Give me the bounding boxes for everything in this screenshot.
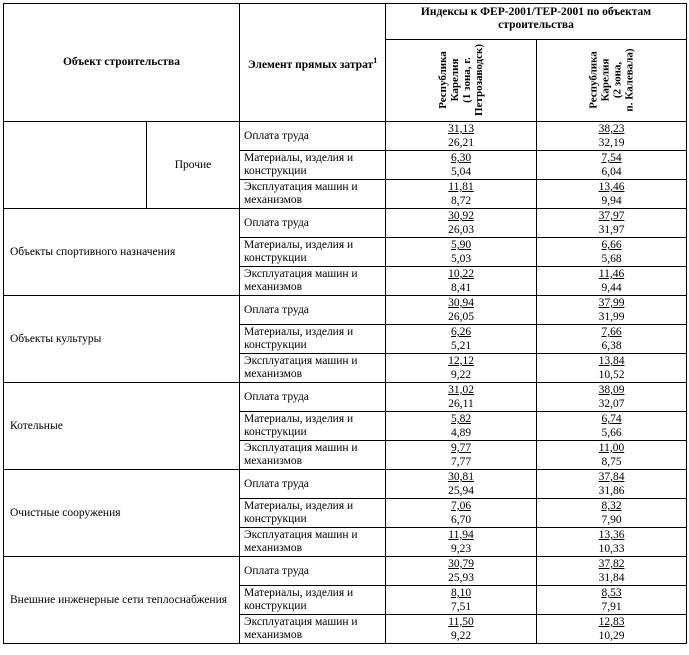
index-cell-petrozavodsk <box>386 296 537 325</box>
index-value-bottom: 26,05 <box>448 311 474 323</box>
index-value-bottom: 8,75 <box>601 456 622 468</box>
index-value-top: 12,12 <box>448 355 474 367</box>
index-cell-kalevala <box>537 151 687 180</box>
index-cell-kalevala <box>537 267 687 296</box>
index-value-top: 6,74 <box>601 413 622 425</box>
index-value-bottom: 5,03 <box>450 253 472 265</box>
sub-object-cell: Прочие <box>147 122 240 209</box>
index-value-top: 8,10 <box>450 587 472 599</box>
index-cell-kalevala <box>537 557 687 586</box>
table-row <box>4 296 687 325</box>
index-cell-kalevala <box>537 180 687 209</box>
index-cell-kalevala <box>537 209 687 238</box>
index-value-top: 6,66 <box>601 239 622 251</box>
index-cell-kalevala <box>537 354 687 383</box>
element-cell: Оплата труда <box>240 296 386 325</box>
index-value-top: 11,50 <box>448 616 474 628</box>
index-value-bottom: 9,22 <box>450 369 472 381</box>
index-value-top: 37,99 <box>598 297 625 309</box>
index-cell-petrozavodsk <box>386 122 537 151</box>
index-value-top: 6,30 <box>450 152 472 164</box>
index-value-top: 37,82 <box>598 558 625 570</box>
index-value-top: 7,06 <box>450 500 472 512</box>
index-value-top: 5,90 <box>450 239 472 251</box>
index-cell-petrozavodsk <box>386 383 537 412</box>
index-value-bottom: 6,38 <box>601 340 622 352</box>
index-value-top: 11,81 <box>448 181 474 193</box>
index-value-bottom: 5,66 <box>601 427 622 439</box>
index-value-top: 10,22 <box>448 268 474 280</box>
index-value-bottom: 10,33 <box>598 543 625 555</box>
index-value-top: 38,23 <box>598 123 625 135</box>
index-cell-kalevala <box>537 499 687 528</box>
index-cell-petrozavodsk <box>386 354 537 383</box>
table-row <box>4 470 687 499</box>
index-cell-kalevala <box>537 122 687 151</box>
element-cell: Оплата труда <box>240 209 386 238</box>
element-cell: Материалы, изделия и конструкции <box>240 412 386 441</box>
object-cell <box>4 122 147 209</box>
index-value-top: 7,54 <box>601 152 622 164</box>
index-value-bottom: 31,97 <box>598 224 625 236</box>
table-row <box>4 383 687 412</box>
element-cell: Оплата труда <box>240 557 386 586</box>
index-cell-petrozavodsk <box>386 586 537 615</box>
index-cell-petrozavodsk <box>386 325 537 354</box>
index-value-bottom: 8,41 <box>450 282 472 294</box>
header-element <box>240 4 386 122</box>
index-value-top: 30,79 <box>448 558 474 570</box>
index-value-top: 30,81 <box>448 471 474 483</box>
index-cell-kalevala <box>537 470 687 499</box>
object-cell: Очистные сооружения <box>4 470 240 557</box>
object-header-label: Объект строительства <box>62 56 181 68</box>
footnote-marker: 1 <box>373 55 378 65</box>
index-cell-petrozavodsk <box>386 267 537 296</box>
index-value-bottom: 5,68 <box>601 253 622 265</box>
element-cell: Материалы, изделия и конструкции <box>240 499 386 528</box>
index-cell-petrozavodsk <box>386 499 537 528</box>
index-value-top: 9,77 <box>450 442 472 454</box>
header-col-petrozavodsk <box>386 40 537 122</box>
element-cell: Эксплуатация машин и механизмов <box>240 267 386 296</box>
index-value-top: 13,84 <box>598 355 625 367</box>
index-value-bottom: 9,94 <box>601 195 622 207</box>
index-value-bottom: 5,21 <box>450 340 472 352</box>
element-cell: Материалы, изделия и конструкции <box>240 151 386 180</box>
element-cell: Материалы, изделия и конструкции <box>240 325 386 354</box>
header-object <box>4 4 240 122</box>
index-value-top: 12,83 <box>598 616 625 628</box>
element-cell: Материалы, изделия и конструкции <box>240 586 386 615</box>
table-row <box>4 122 687 151</box>
object-cell: Объекты культуры <box>4 296 240 383</box>
index-value-top: 31,13 <box>448 123 474 135</box>
header-indices <box>386 4 687 40</box>
index-value-bottom: 9,22 <box>450 630 472 642</box>
index-cell-petrozavodsk <box>386 441 537 470</box>
index-value-top: 30,92 <box>448 210 474 222</box>
index-value-bottom: 6,70 <box>450 514 472 526</box>
index-value-bottom: 7,91 <box>601 601 622 613</box>
element-cell: Эксплуатация машин и механизмов <box>240 441 386 470</box>
index-value-top: 31,02 <box>448 384 474 396</box>
index-value-bottom: 8,72 <box>450 195 472 207</box>
index-cell-kalevala <box>537 615 687 644</box>
index-cell-petrozavodsk <box>386 528 537 557</box>
element-cell: Оплата труда <box>240 122 386 151</box>
index-value-top: 6,26 <box>450 326 472 338</box>
table-row <box>4 209 687 238</box>
index-value-bottom: 25,94 <box>448 485 474 497</box>
object-cell: Объекты спортивного назначения <box>4 209 240 296</box>
index-cell-petrozavodsk <box>386 615 537 644</box>
index-value-bottom: 4,89 <box>450 427 472 439</box>
index-cell-kalevala <box>537 325 687 354</box>
index-cell-kalevala <box>537 296 687 325</box>
index-value-bottom: 7,90 <box>601 514 622 526</box>
index-value-top: 11,00 <box>598 442 625 454</box>
index-value-bottom: 7,77 <box>450 456 472 468</box>
element-cell: Оплата труда <box>240 383 386 412</box>
index-cell-petrozavodsk <box>386 557 537 586</box>
index-value-top: 5,82 <box>450 413 472 425</box>
index-value-top: 11,46 <box>598 268 625 280</box>
index-value-bottom: 10,52 <box>598 369 625 381</box>
index-cell-kalevala <box>537 238 687 267</box>
element-cell: Материалы, изделия и конструкции <box>240 238 386 267</box>
header-col-kalevala <box>537 40 687 122</box>
index-cell-petrozavodsk <box>386 470 537 499</box>
index-value-bottom: 5,04 <box>450 166 472 178</box>
index-value-bottom: 25,93 <box>448 572 474 584</box>
table-row <box>4 557 687 586</box>
index-value-bottom: 31,86 <box>598 485 625 497</box>
index-cell-petrozavodsk <box>386 180 537 209</box>
index-value-top: 30,94 <box>448 297 474 309</box>
index-value-bottom: 9,23 <box>450 543 472 555</box>
index-value-bottom: 32,07 <box>598 398 625 410</box>
index-value-bottom: 26,21 <box>448 137 474 149</box>
table-body <box>4 122 687 644</box>
index-cell-kalevala <box>537 586 687 615</box>
index-cell-kalevala <box>537 383 687 412</box>
index-value-bottom: 9,44 <box>601 282 622 294</box>
index-value-bottom: 32,19 <box>598 137 625 149</box>
index-cell-kalevala <box>537 412 687 441</box>
element-header-label: Элемент прямых затрат <box>247 58 374 71</box>
index-value-top: 37,97 <box>598 210 625 222</box>
col-kalevala-label: Республика Карелия (2 зона, п. Калевала) <box>587 48 636 112</box>
index-value-bottom: 7,51 <box>450 601 472 613</box>
index-value-bottom: 31,99 <box>598 311 625 323</box>
object-cell: Котельные <box>4 383 240 470</box>
index-value-bottom: 26,03 <box>448 224 474 236</box>
indices-header-label: Индексы к ФЕР-2001/ТЕР-2001 по объектам строительства <box>420 6 652 31</box>
index-value-top: 13,36 <box>598 529 625 541</box>
col-petrozavodsk-label: Республика Карелия (1 зона, г. Петрозаводск) <box>437 43 486 117</box>
index-value-top: 11,94 <box>448 529 474 541</box>
element-cell: Эксплуатация машин и механизмов <box>240 528 386 557</box>
index-value-top: 7,66 <box>601 326 622 338</box>
index-value-top: 13,46 <box>598 181 625 193</box>
index-cell-petrozavodsk <box>386 209 537 238</box>
index-cell-kalevala <box>537 528 687 557</box>
index-value-bottom: 10,29 <box>598 630 625 642</box>
object-cell: Внешние инженерные сети теплоснабжения <box>4 557 240 644</box>
index-cell-petrozavodsk <box>386 412 537 441</box>
index-value-top: 38,09 <box>598 384 625 396</box>
index-table <box>3 3 687 644</box>
index-cell-petrozavodsk <box>386 238 537 267</box>
element-cell: Оплата труда <box>240 470 386 499</box>
element-cell: Эксплуатация машин и механизмов <box>240 180 386 209</box>
index-cell-petrozavodsk <box>386 151 537 180</box>
index-value-top: 8,53 <box>601 587 622 599</box>
element-cell: Эксплуатация машин и механизмов <box>240 354 386 383</box>
index-value-top: 37,84 <box>598 471 625 483</box>
index-value-bottom: 6,04 <box>601 166 622 178</box>
index-cell-kalevala <box>537 441 687 470</box>
index-value-bottom: 26,11 <box>448 398 474 410</box>
element-cell: Эксплуатация машин и механизмов <box>240 615 386 644</box>
index-value-bottom: 31,84 <box>598 572 625 584</box>
index-value-top: 8,32 <box>601 500 622 512</box>
